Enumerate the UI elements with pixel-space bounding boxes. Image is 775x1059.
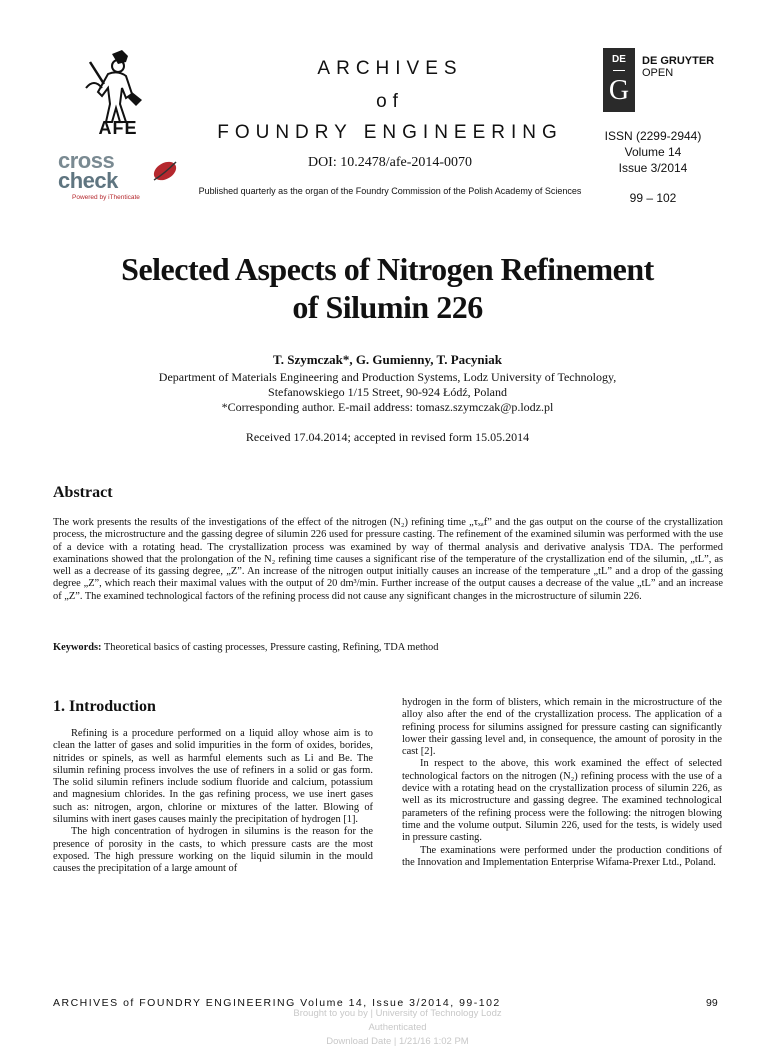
publisher-name: DE GRUYTER: [642, 55, 715, 67]
watermark-line1: Brought to you by | University of Technology Lodz: [293, 1008, 502, 1019]
affiliation-line2: Stefanowskiego 1/15 Street, 90-924 Łódź, Poland: [268, 385, 507, 399]
crosscheck-word1: cross: [58, 148, 115, 173]
de-gruyter-logo-box: [603, 48, 635, 112]
article-title-line1: Selected Aspects of Nitrogen Refinement: [121, 251, 654, 287]
de-gruyter-divider: [613, 70, 625, 71]
body-column-right: [402, 697, 722, 869]
body-column-left: [53, 728, 373, 876]
page-number: 99: [706, 997, 718, 1009]
published-note: Published quarterly as the organ of the Foundry Commission of the Polish Academy of Sciences: [198, 186, 582, 196]
de-gruyter-box-top: DE: [612, 54, 626, 65]
abstract-heading: Abstract: [53, 484, 113, 501]
keywords-text: Theoretical basics of casting processes, Pressure casting, Refining, TDA method: [103, 642, 439, 653]
article-title: [40, 250, 735, 326]
authors: T. Szymczak*, G. Gumienny, T. Pacyniak: [273, 352, 502, 367]
afe-logo: [84, 48, 150, 140]
crosscheck-powered: Powered by iThenticate: [72, 194, 140, 201]
afe-logo-text: AFE: [98, 118, 138, 138]
paragraph: Refining is a procedure performed on a liquid alloy whose aim is to clean the latter of gases and solid impurities in the form of oxides, borides, nitrides or spinels, as well as harmful elements such as Li and Be. The silumin refining process involves the use of refiners in a solid or gas form. The solid silumin refiners include sodium fluoride and calcium, potassium and magnesium chlorides. In the gas refining process, we use inert gases such as: nitrogen, argon, chlorine or mixtures of the latter. Blowing of silumins with inert gases causes mainly the precipitation of hydrogen [1].: [53, 728, 373, 826]
crosscheck-word2: check: [58, 168, 118, 193]
article-title-line2: of Silumin 226: [292, 289, 483, 325]
issue: Issue 3/2014: [618, 161, 688, 175]
crosscheck-seed-icon: [150, 156, 180, 186]
publisher-open: OPEN: [642, 67, 674, 79]
keywords: [53, 642, 723, 653]
journal-title-line2: of: [376, 91, 404, 112]
running-footer: ARCHIVES of FOUNDRY ENGINEERING Volume 14, Issue 3/2014, 99-102: [53, 997, 501, 1009]
affiliation-line1: Department of Materials Engineering and Production Systems, Lodz University of Technology,: [158, 370, 617, 384]
journal-title-line1: ARCHIVES: [317, 58, 463, 79]
keywords-label: Keywords:: [53, 642, 102, 653]
watermark-line2: Authenticated: [368, 1022, 427, 1033]
abstract-text: The work presents the results of the investigations of the effect of the nitrogen (N₂) refining time „τₓₐf” and the gas output on the course of the crystallization process, the microstructure and the gassing degree of silumin 226 used for pressure casting. The refinement of the examined silumin was performed with the use of a device with a rotating head. The crystallization process was examined by way of thermal analysis and derivative analysis TDA. The performed examinations showed that the prolongation of the N₂ refining time causes a significant rise of the temperature of the crystallization end of the silumin, „tL”, as well as a decrease of its gassing degree, „Z”. An increase of the nitrogen output initially causes an increase of the temperature „tL” and a drop of the gassing degree „Z”, which reach their maximal values with the output of 20 dm³/min. Further increase of the output causes a decrease of the value „tL” and an increase of „Z”. The examined technological factors of the refining process did not cause any significant changes in the microstructure of silumin 226.: [53, 517, 723, 602]
crosscheck-logo[interactable]: [58, 150, 180, 206]
doi[interactable]: DOI: 10.2478/afe-2014-0070: [307, 155, 473, 170]
introduction-heading: 1. Introduction: [53, 698, 156, 715]
paragraph: In respect to the above, this work examined the effect of selected technological factors on the nitrogen (N₂) refining process with the use of a device with a rotating head on the crystallization process of silumin 226, as well as its microstructure and gassing degree. The examined technological parameters of the refining process were the following: the nitrogen blowing time and the volume output. Silumin 226, used for the tests, is widely used in pressure casting.: [402, 758, 722, 844]
volume: Volume 14: [624, 145, 682, 159]
page-range: 99 – 102: [629, 191, 677, 205]
corresponding-author: *Corresponding author. E-mail address: tomasz.szymczak@p.lodz.pl: [221, 400, 554, 414]
paragraph: hydrogen in the form of blisters, which remain in the microstructure of the alloy also after the end of the crystallization process. The application of a refining process for silumins assigned for pressure casting can significantly lower their gassing level and, in consequence, the amount of porosity in the cast [2].: [402, 697, 722, 758]
journal-title-line3: FOUNDRY ENGINEERING: [217, 122, 563, 143]
paragraph: The high concentration of hydrogen in silumins is the reason for the presence of porosity in the casts, to which pressure casts are the most exposed. The high pressure working on the liquid silumin in the mould causes the precipitation of a large amount of: [53, 826, 373, 875]
watermark-line3: Download Date | 1/21/16 1:02 PM: [326, 1036, 469, 1047]
paragraph: The examinations were performed under the production conditions of the Innovation and Implementation Enterprise Wifama-Prexer Ltd., Poland.: [402, 844, 722, 868]
de-gruyter-box-letter: G: [608, 75, 630, 106]
received-date: Received 17.04.2014; accepted in revised form 15.05.2014: [245, 430, 530, 444]
issn: ISSN (2299-2944): [604, 129, 702, 143]
